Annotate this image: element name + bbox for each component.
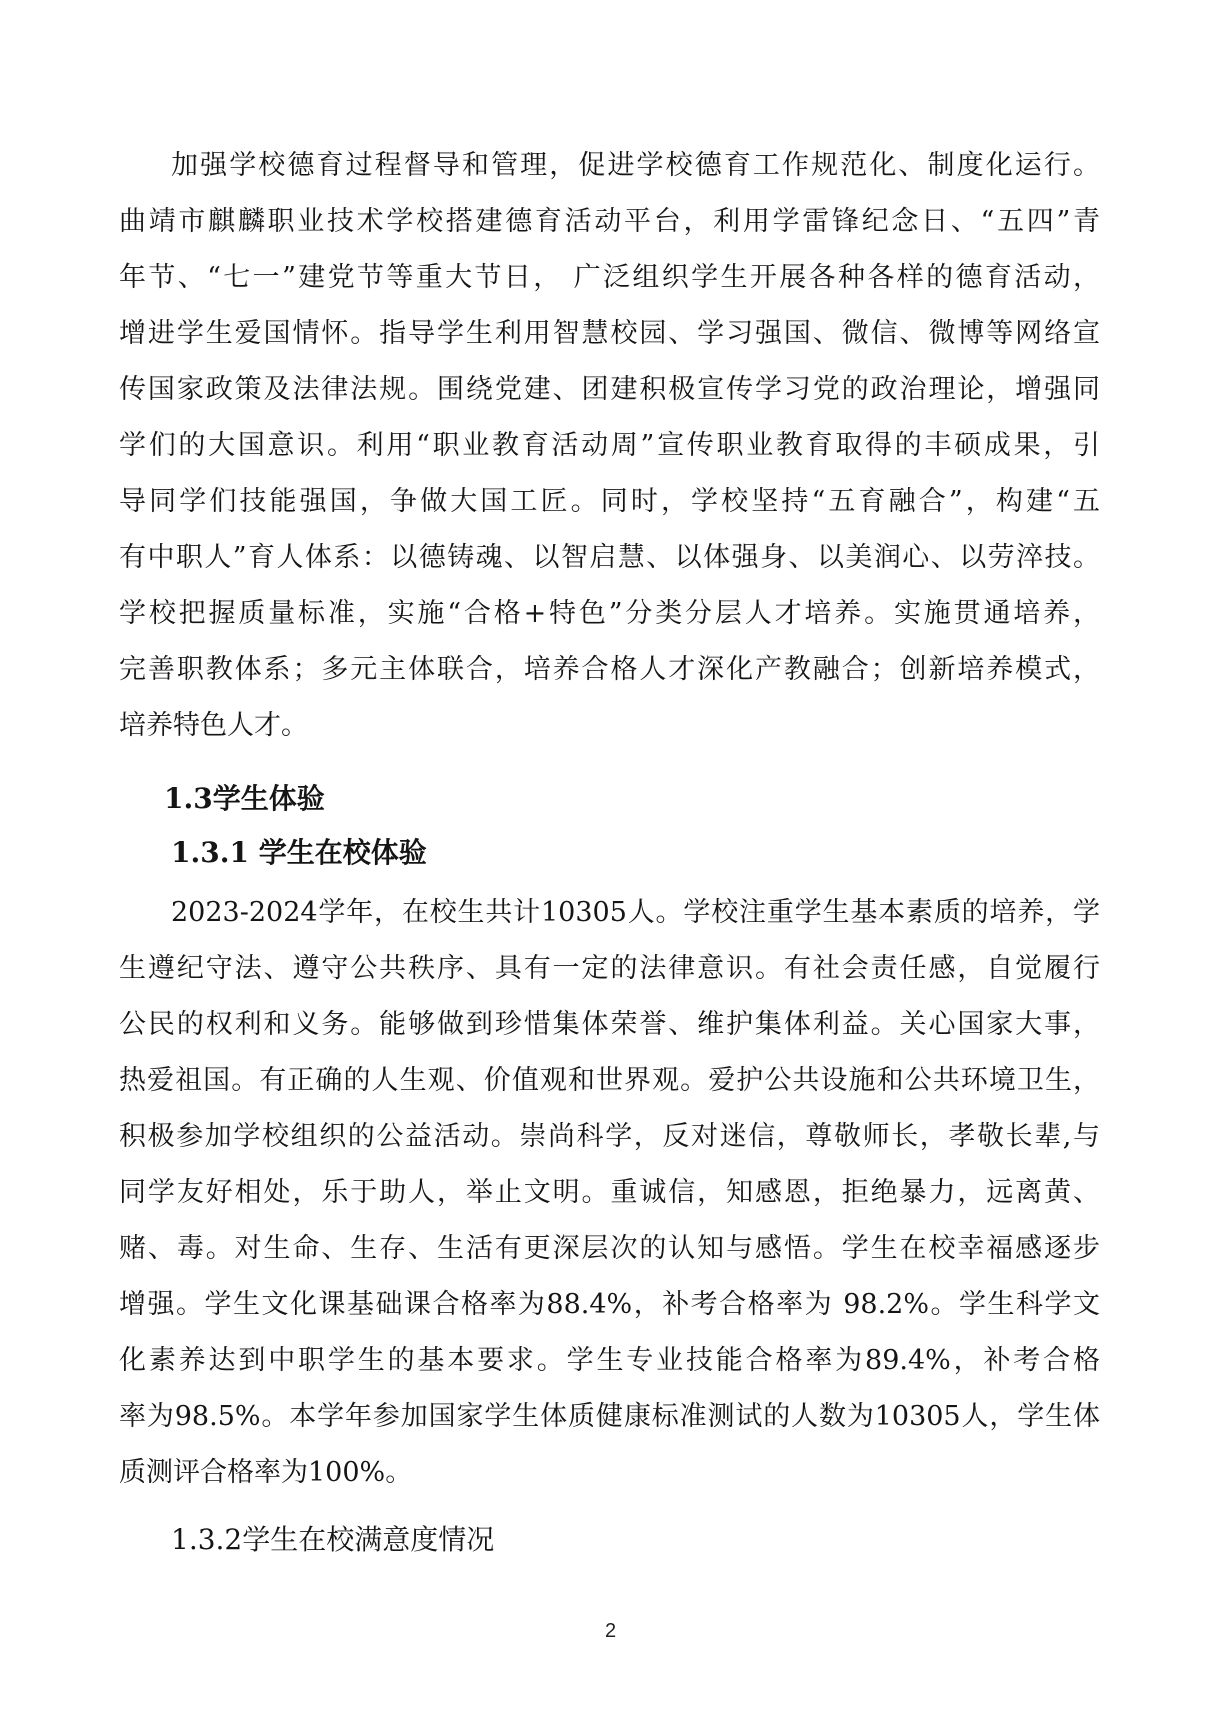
- paragraph-student-experience: [119, 885, 1100, 1501]
- paragraph-line: 传国家政策及法律法规。围绕党建、团建积极宣传学习党的政治理论，增强同: [119, 374, 1100, 405]
- paragraph-line: 积极参加学校组织的公益活动。崇尚科学，反对迷信，尊敬师长，孝敬长辈,与: [119, 1121, 1100, 1152]
- paragraph-line: 年节、“七一”建党节等重大节日， 广泛组织学生开展各种各样的德育活动，: [119, 262, 1100, 293]
- paragraph-line: 有中职人”育人体系：以德铸魂、以智启慧、以体强身、以美润心、以劳淬技。: [119, 542, 1100, 573]
- paragraph-line: 曲靖市麒麟职业技术学校搭建德育活动平台，利用学雷锋纪念日、“五四”青: [119, 206, 1100, 237]
- paragraph-line: 2023-2024学年，在校生共计10305人。学校注重学生基本素质的培养，学: [171, 897, 1100, 928]
- paragraph-line: 公民的权利和义务。能够做到珍惜集体荣誉、维护集体利益。关心国家大事，: [119, 1009, 1100, 1040]
- paragraph-line: 导同学们技能强国，争做大国工匠。同时，学校坚持“五育融合”，构建“五: [119, 486, 1100, 517]
- section-heading-1-3-1: 1.3.1 学生在校体验: [171, 836, 427, 869]
- paragraph-line: 生遵纪守法、遵守公共秩序、具有一定的法律意识。有社会责任感，自觉履行: [119, 953, 1100, 984]
- paragraph-line: 加强学校德育过程督导和管理，促进学校德育工作规范化、制度化运行。: [171, 150, 1100, 181]
- paragraph-line: 质测评合格率为100%。: [119, 1457, 413, 1488]
- paragraph-line: 增强。学生文化课基础课合格率为88.4%，补考合格率为 98.2%。学生科学文: [119, 1289, 1100, 1320]
- paragraph-line: 化素养达到中职学生的基本要求。学生专业技能合格率为89.4%，补考合格: [119, 1345, 1100, 1376]
- paragraph-line: 学们的大国意识。利用“职业教育活动周”宣传职业教育取得的丰硕成果，引: [119, 430, 1100, 461]
- paragraph-moral-education: [119, 138, 1100, 754]
- paragraph-line: 完善职教体系；多元主体联合，培养合格人才深化产教融合；创新培养模式，: [119, 654, 1100, 685]
- page-number: 2: [604, 1620, 617, 1642]
- section-heading-1-3-2: 1.3.2学生在校满意度情况: [171, 1523, 495, 1556]
- section-heading-1-3: 1.3学生体验: [164, 782, 325, 815]
- paragraph-line: 同学友好相处，乐于助人，举止文明。重诚信，知感恩，拒绝暴力，远离黄、: [119, 1177, 1100, 1208]
- paragraph-line: 学校把握质量标准，实施“合格+特色”分类分层人才培养。实施贯通培养，: [119, 598, 1100, 629]
- paragraph-line: 培养特色人才。: [119, 710, 308, 741]
- paragraph-line: 赌、毒。对生命、生存、生活有更深层次的认知与感悟。学生在校幸福感逐步: [119, 1233, 1100, 1264]
- paragraph-line: 增进学生爱国情怀。指导学生利用智慧校园、学习强国、微信、微博等网络宣: [119, 318, 1100, 349]
- paragraph-line: 率为98.5%。本学年参加国家学生体质健康标准测试的人数为10305人，学生体: [119, 1401, 1100, 1432]
- paragraph-line: 热爱祖国。有正确的人生观、价值观和世界观。爱护公共设施和公共环境卫生，: [119, 1065, 1100, 1096]
